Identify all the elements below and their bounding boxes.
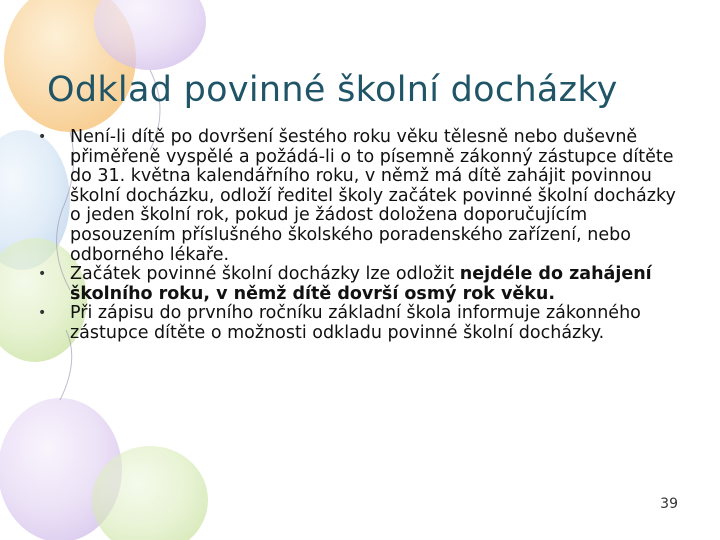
bullet-bold-text: nejdéle do zahájení školního roku, v němž dítě dovrší osmý rok věku.	[70, 264, 652, 304]
bullet-text: Není-li dítě po dovršení šestého roku věku tělesně nebo duševně přiměřeně vyspělé a požádá-li o to písemně zákonný zástupce dítěte do 31. května kalendářního roku, v němž má dítě zahájit povinnou školní docházku, odloží ředitel školy začátek povinné školní docházky o jeden školní rok, pokud je žádost doložena doporučujícím posouzením příslušného školského poradenského zařízení, nebo odborného lékaře.	[70, 127, 676, 265]
bullet-list	[37, 128, 687, 344]
bullet-text: Začátek povinné školní docházky lze odložit	[70, 264, 460, 285]
bullet-icon: •	[38, 305, 47, 322]
bullet-icon: •	[38, 266, 47, 283]
list-item	[37, 304, 687, 343]
bullet-icon: •	[38, 129, 47, 145]
list-item	[37, 265, 687, 304]
list-item	[37, 128, 687, 265]
slide-title: Odklad povinné školní docházky	[47, 70, 618, 110]
bullet-text: Při zápisu do prvního ročníku základní škola informuje zákonného zástupce dítěte o možnosti odkladu povinné školní docházky.	[70, 303, 641, 343]
page-number: 39	[660, 496, 678, 512]
